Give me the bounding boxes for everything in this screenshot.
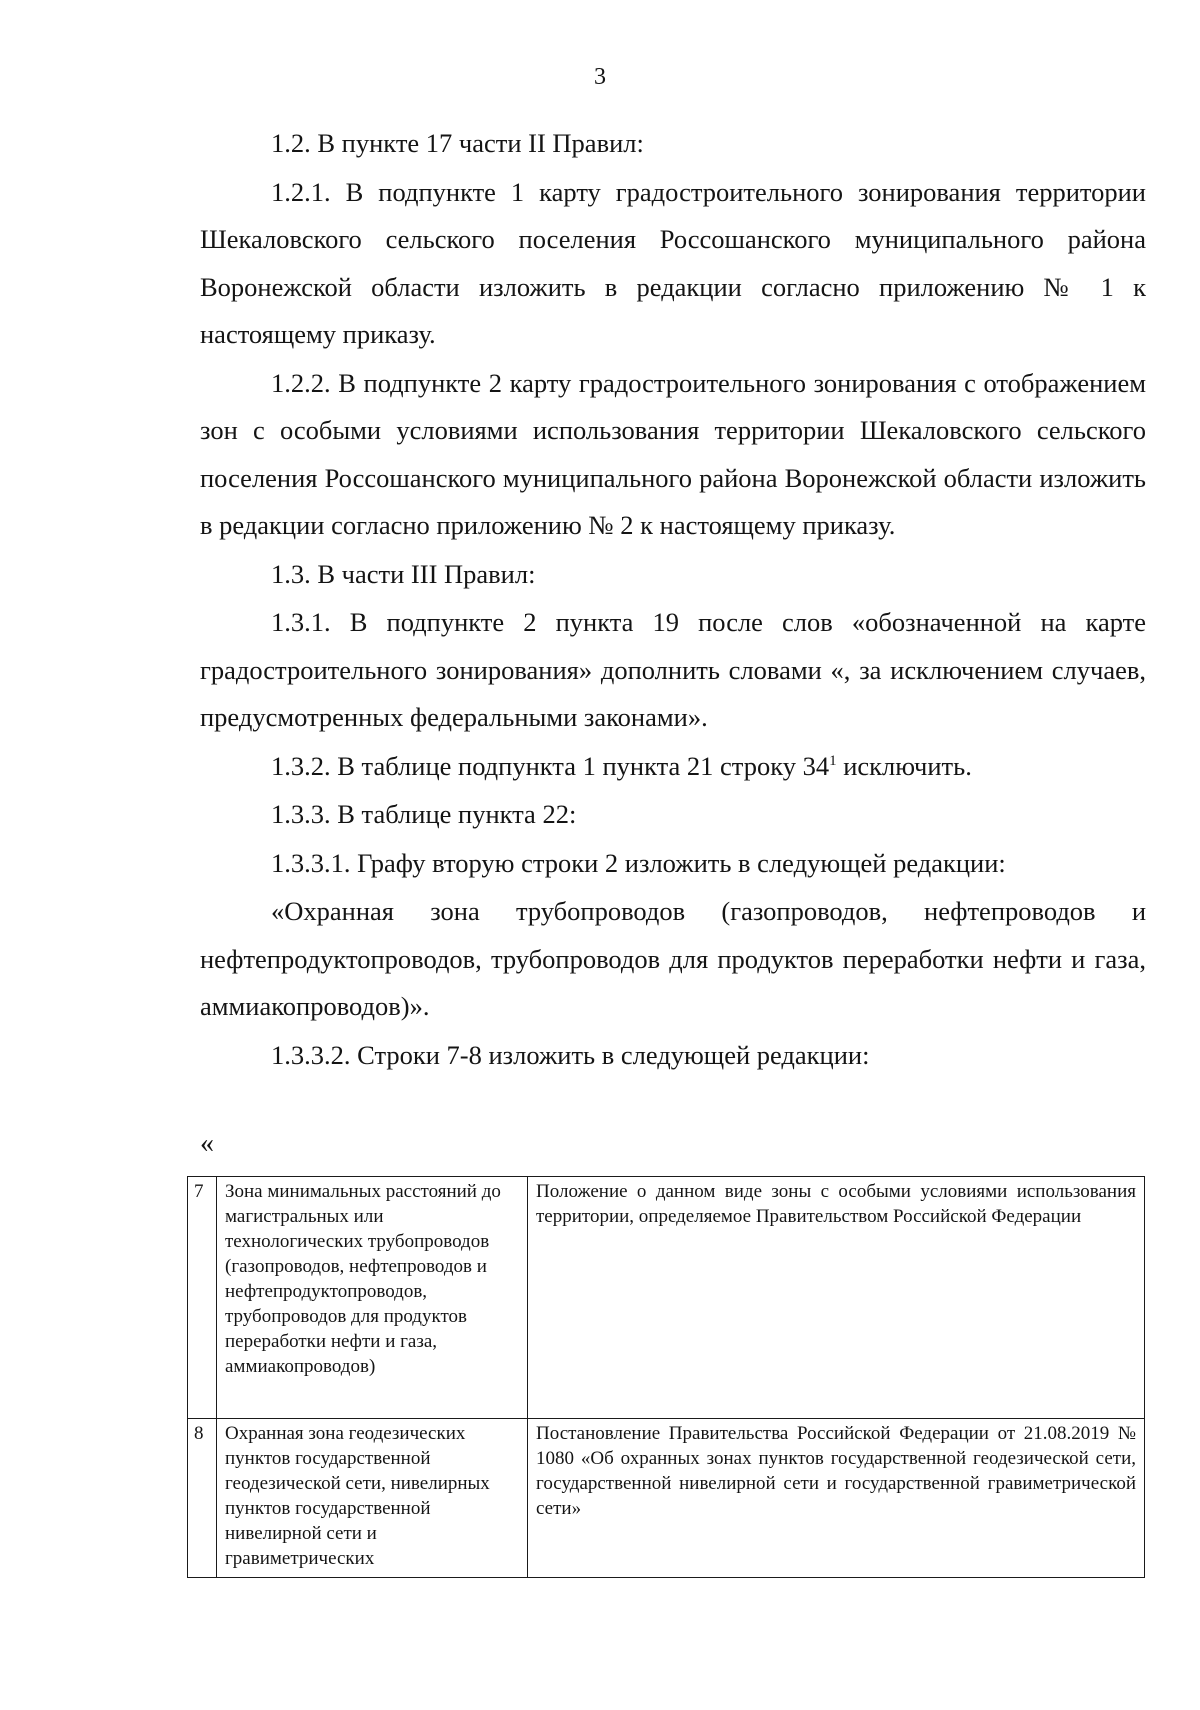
- paragraph-1-2-2: 1.2.2. В подпункте 2 карту градостроительного зонирования с отображением зон с особыми условиями использования территории Шекаловского сельского поселения Россошанского муниципального района Воронежской области изложить в редакции согласно приложению № 2 к настоящему приказу.: [200, 367, 1146, 540]
- paragraph-1-3-2-text: 1.3.2. В таблице подпункта 1 пункта 21 строку 34: [271, 750, 830, 781]
- paragraph-1-2: 1.2. В пункте 17 части II Правил:: [271, 128, 644, 158]
- regulation-cell: Постановление Правительства Российской Федерации от 21.08.2019 № 1080 «Об охранных зонах пунктов государственной геодезической сети, государственной нивелирной сети и государственной гравиметрической сети»: [528, 1419, 1145, 1578]
- regulation-cell: Положение о данном виде зоны с особыми условиями использования территории, определяемое Правительством Российской Федерации: [528, 1177, 1145, 1419]
- paragraph-1-3-3-1: 1.3.3.1. Графу вторую строки 2 изложить в следующей редакции:: [271, 847, 1006, 878]
- paragraph-1-3: 1.3. В части III Правил:: [271, 558, 536, 589]
- paragraph-1-3-3-2: 1.3.3.2. Строки 7-8 изложить в следующей редакции:: [271, 1039, 870, 1070]
- quoted-wording: «Охранная зона трубопроводов (газопроводов, нефтепроводов и нефтепродуктопроводов, трубопроводов для продуктов переработки нефти и газа, аммиакопроводов)».: [200, 896, 1146, 1021]
- paragraph-1-3-3: 1.3.3. В таблице пункта 22:: [271, 799, 577, 829]
- table-open-quote: «: [200, 1128, 214, 1159]
- row-number: 7: [188, 1177, 217, 1419]
- paragraph-1-2-1: 1.2.1. В подпункте 1 карту градостроительного зонирования территории Шекаловского сельского поселения Россошанского муниципального района Воронежской области изложить в редакции согласно приложению № 1 к настоящему приказу.: [200, 176, 1146, 349]
- paragraph-1-3-1: 1.3.1. В подпункте 2 пункта 19 после слов «обозначенной на карте градостроительного зонирования» дополнить словами «, за исключением случаев, предусмотренных федеральными законами».: [200, 607, 1146, 732]
- table-row: [188, 1177, 1145, 1419]
- paragraph-1-3-2: [200, 743, 1146, 791]
- zones-table: [187, 1176, 1145, 1578]
- paragraph-1-3-2-tail: исключить.: [836, 750, 972, 781]
- superscript: 1: [829, 752, 837, 769]
- page-number: 3: [594, 64, 606, 90]
- zone-name-cell: Охранная зона геодезических пунктов государственной геодезической сети, нивелирных пунктов государственной нивелирной сети и гравиметрических: [217, 1419, 528, 1578]
- row-number: 8: [188, 1419, 217, 1578]
- document-body: [200, 120, 1146, 1079]
- zone-name-cell: Зона минимальных расстояний до магистральных или технологических трубопроводов (газопроводов, нефтепроводов и нефтепродуктопроводов, трубопроводов для продуктов переработки нефти и газа, аммиакопроводов): [217, 1177, 528, 1419]
- table-row: [188, 1419, 1145, 1578]
